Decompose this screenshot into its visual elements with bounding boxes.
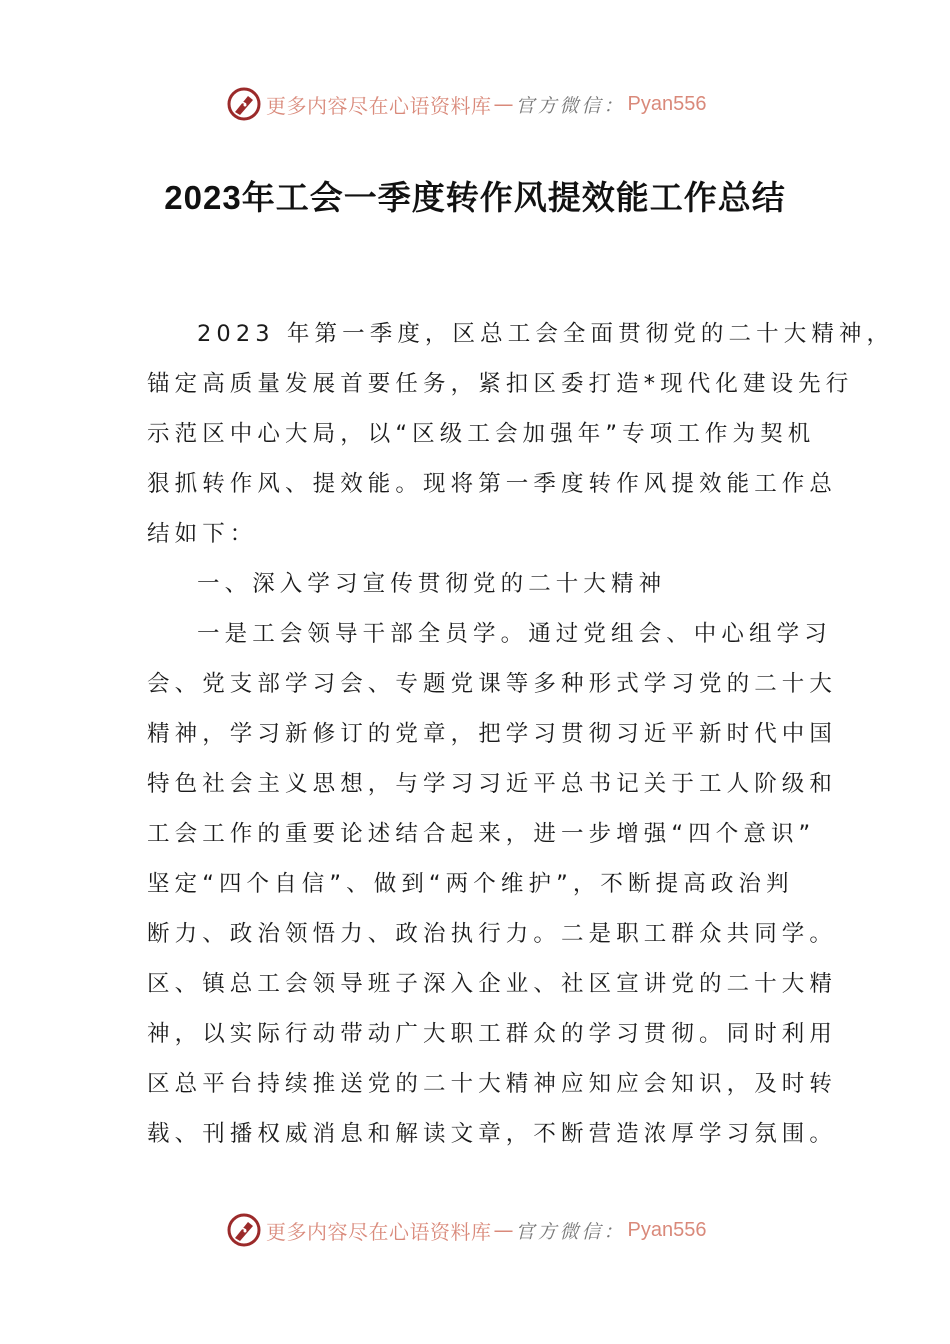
paragraph-line: 一是工会领导干部全员学。通过党组会、中心组学习 [197,621,832,647]
paragraph-line: 工会工作的重要论述结合起来，进一步增强“四个意识” [147,821,816,847]
paragraph-line: 锚定高质量发展首要任务，紧扣区委打造*现代化建设先行 [147,371,854,397]
header-watermark [226,84,726,124]
paragraph-line: 神，以实际行动带动广大职工群众的学习贯彻。同时利用 [147,1021,838,1047]
paragraph-line: 精神，学习新修订的党章，把学习贯彻习近平新时代中国 [147,721,838,747]
paragraph-line: 会、党支部学习会、专题党课等多种形式学习党的二十大 [147,671,838,697]
paragraph-line: 2023 年第一季度，区总工会全面贯彻党的二十大精神， [197,321,895,347]
paragraph-line: 特色社会主义思想，与学习习近平总书记关于工人阶级和 [147,771,838,797]
watermark-brand-text: 更多内容尽在心语资料库 [266,1219,492,1244]
paragraph-line: 载、刊播权威消息和解读文章，不断营造浓厚学习氛围。 [147,1121,838,1147]
watermark-wechat-label: 官方微信： [515,1220,626,1243]
paragraph-line: 坚定“四个自信”、做到“两个维护”，不断提高政治判 [147,871,794,897]
document-title: 2023年工会一季度转作风提效能工作总结 [164,179,786,216]
section-heading: 一、深入学习宣传贯彻党的二十大精神 [197,571,667,597]
paragraph-line: 区总平台持续推送党的二十大精神应知应会知识，及时转 [147,1071,838,1097]
watermark-dash: — [493,1218,514,1242]
paragraph-line: 结如下： [147,521,258,547]
pen-nib-logo-icon [226,1212,262,1248]
watermark-dash: — [493,92,514,116]
footer-watermark [226,1210,726,1250]
paragraph-line: 区、镇总工会领导班子深入企业、社区宣讲党的二十大精 [147,971,838,997]
watermark-wechat-label: 官方微信： [515,94,626,117]
paragraph-line: 狠抓转作风、提效能。现将第一季度转作风提效能工作总 [147,471,838,497]
watermark-wechat-id: Pyan556 [627,92,707,115]
watermark-wechat-id: Pyan556 [627,1218,707,1241]
document-body [147,311,895,1161]
pen-nib-logo-icon [226,86,262,122]
paragraph-line: 断力、政治领悟力、政治执行力。二是职工群众共同学。 [147,921,838,947]
watermark-brand-text: 更多内容尽在心语资料库 [266,93,492,118]
paragraph-line: 示范区中心大局，以“区级工会加强年”专项工作为契机 [147,421,816,447]
